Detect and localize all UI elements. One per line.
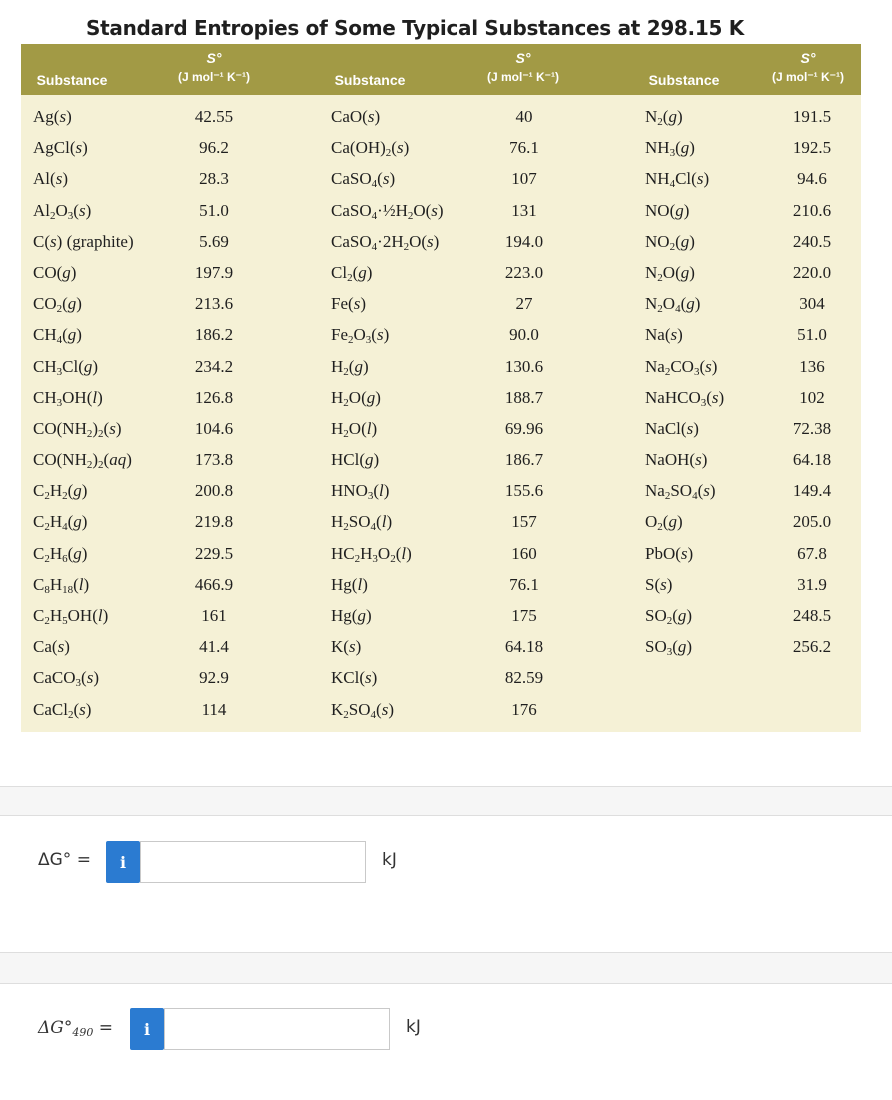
substance-cell: $N_2O_4(g)$	[645, 294, 701, 316]
header-entropy-symbol-3: S°	[800, 50, 816, 66]
substance-cell: CO(g)	[33, 262, 77, 282]
substance-column-1	[33, 101, 183, 725]
substance-cell: Fe(s)	[331, 294, 366, 314]
entropy-cell: 67.8	[797, 543, 827, 563]
substance-cell: $C_2H_5OH(l)$	[33, 606, 109, 627]
entropy-cell: 107	[511, 169, 537, 189]
entropy-cell: 197.9	[194, 262, 234, 282]
substance-cell: $CO(NH_2)_2(aq)$	[33, 450, 132, 472]
entropy-cell: 223.0	[504, 262, 544, 282]
substance-cell: $C_2H_4(g)$	[33, 512, 88, 534]
entropy-cell: 82.59	[504, 668, 544, 688]
entropy-cell: 205.0	[792, 512, 832, 532]
entropy-cell: 76.1	[509, 574, 539, 594]
header-substance-1: Substance	[36, 72, 108, 88]
substance-cell: $CH_4(g)$	[33, 325, 82, 347]
substance-cell: $O_2(g)$	[645, 512, 683, 534]
substance-cell: Ca(s)	[33, 637, 70, 657]
header-substance-3: Substance	[648, 72, 720, 88]
entropy-cell: 210.6	[792, 200, 832, 220]
substance-cell: Ag(s)	[33, 107, 72, 126]
substance-cell: $N_2O(g)$	[645, 262, 695, 284]
entropy-cell: 76.1	[509, 138, 539, 158]
entropy-cell: 5.69	[199, 231, 229, 251]
table-header	[21, 44, 861, 95]
header-entropy-symbol-2: S°	[515, 50, 531, 66]
entropy-cell: 114	[201, 699, 227, 719]
substance-cell: $SO_3(g)$	[645, 637, 693, 659]
info-icon[interactable]: i	[130, 1008, 164, 1050]
substance-cell: $Cl_2(g)$	[331, 262, 373, 284]
substance-cell: $SO_2(g)$	[645, 606, 693, 627]
substance-cell: $HNO_3(l)$	[331, 481, 390, 503]
substance-cell: $H_2(g)$	[331, 356, 369, 378]
entropy-cell: 192.5	[792, 138, 832, 158]
entropy-cell: 176	[511, 699, 537, 719]
substance-cell: $NO_2(g)$	[645, 231, 695, 253]
substance-cell: $CH_3Cl(g)$	[33, 356, 99, 378]
entropy-cell: 157	[511, 512, 537, 532]
substance-cell: $H_2O(l)$	[331, 418, 378, 440]
entropy-cell: 64.18	[504, 637, 544, 657]
entropy-cell: 27	[515, 294, 533, 314]
substance-cell: $C_2H_6(g)$	[33, 543, 88, 565]
entropy-cell: 51.0	[199, 200, 229, 220]
entropy-column-3	[769, 101, 855, 662]
entropy-cell: 248.5	[792, 606, 832, 625]
entropy-cell: 155.6	[504, 481, 544, 501]
header-unit-1: (J mol⁻¹ K⁻¹)	[178, 70, 250, 84]
entropy-cell: 175	[511, 606, 537, 625]
entropy-cell: 194.0	[504, 231, 544, 251]
section-gap	[0, 787, 892, 815]
question-2	[0, 984, 892, 1100]
entropy-column-2	[481, 101, 567, 725]
substance-cell: $Ca(OH)_2(s)$	[331, 138, 410, 160]
entropy-table	[21, 44, 861, 732]
substance-cell: $CaSO_4\cdot 2H_2O(s)$	[331, 231, 440, 253]
substance-cell: $CH_3OH(l)$	[33, 387, 103, 409]
substance-cell: C(s) (graphite)	[33, 231, 134, 251]
delta-g-490-input[interactable]	[164, 1008, 390, 1050]
substance-cell: NaOH(s)	[645, 450, 708, 470]
entropy-cell: 90.0	[509, 325, 539, 345]
entropy-cell: 136	[799, 356, 825, 376]
substance-column-3	[645, 101, 785, 662]
entropy-cell: 186.2	[194, 325, 234, 345]
entropy-column-1	[171, 101, 257, 725]
entropy-cell: 131	[511, 200, 537, 220]
entropy-cell: 69.96	[504, 418, 544, 438]
entropy-cell: 51.0	[797, 325, 827, 345]
substance-cell: NaHCO$_3$(s)	[645, 387, 725, 409]
entropy-cell: 94.6	[797, 169, 827, 189]
substance-cell: CaO(s)	[331, 107, 381, 126]
substance-cell: $H_2O(g)$	[331, 387, 381, 409]
substance-cell: KCl(s)	[331, 668, 378, 688]
substance-cell: $N_2(g)$	[645, 107, 683, 128]
entropy-cell: 104.6	[194, 418, 234, 438]
substance-cell: NaCl(s)	[645, 418, 699, 438]
entropy-cell: 72.38	[792, 418, 832, 438]
entropy-cell: 219.8	[194, 512, 234, 532]
entropy-cell: 41.4	[199, 637, 229, 657]
entropy-cell: 102	[799, 387, 825, 407]
substance-cell: $C_8H_{18}(l)$	[33, 574, 90, 596]
unit-kj-label: kJ	[382, 850, 397, 870]
table-title: Standard Entropies of Some Typical Substances at 298.15 K	[86, 16, 744, 40]
entropy-cell: 130.6	[504, 356, 544, 376]
substance-cell: CaCl$_2$(s)	[33, 699, 92, 721]
substance-cell: $CaSO_4\cdot\frac{1}{2}H_2O(s)$	[331, 200, 444, 222]
substance-cell: S(s)	[645, 574, 673, 594]
header-unit-3: (J mol⁻¹ K⁻¹)	[772, 70, 844, 84]
substance-cell: $NH_4Cl(s)$	[645, 169, 710, 191]
entropy-cell: 149.4	[792, 481, 832, 501]
entropy-cell: 234.2	[194, 356, 234, 376]
entropy-cell: 160	[511, 543, 537, 563]
substance-cell: HCl(g)	[331, 450, 380, 470]
header-substance-2: Substance	[334, 72, 406, 88]
substance-cell: Hg(g)	[331, 606, 372, 625]
info-icon[interactable]: i	[106, 841, 140, 883]
substance-cell: $CO_2(g)$	[33, 294, 82, 316]
entropy-cell: 256.2	[792, 637, 832, 657]
entropy-cell: 96.2	[199, 138, 229, 158]
substance-cell: NO(g)	[645, 200, 690, 220]
entropy-cell: 28.3	[199, 169, 229, 189]
substance-cell: Hg(l)	[331, 574, 368, 594]
substance-column-2	[331, 101, 491, 725]
entropy-cell: 466.9	[194, 574, 234, 594]
substance-cell: $K_2SO_4(s)$	[331, 699, 394, 721]
entropy-cell: 42.55	[194, 107, 234, 126]
entropy-cell: 40	[515, 107, 533, 126]
substance-cell: $Na_2CO_3(s)$	[645, 356, 718, 378]
entropy-cell: 31.9	[797, 574, 827, 594]
substance-cell: AgCl(s)	[33, 138, 88, 158]
entropy-cell: 126.8	[194, 387, 234, 407]
entropy-cell: 186.7	[504, 450, 544, 470]
unit-kj-label: kJ	[406, 1017, 421, 1037]
substance-cell: Na(s)	[645, 325, 683, 345]
substance-cell: CaCO$_3$(s)	[33, 668, 99, 690]
substance-cell: $H_2SO_4(l)$	[331, 512, 393, 534]
substance-cell: $Fe_2O_3(s)$	[331, 325, 390, 347]
entropy-cell: 213.6	[194, 294, 234, 314]
substance-cell: $HC_2H_3O_2(l)$	[331, 543, 412, 565]
entropy-cell: 304	[799, 294, 825, 314]
entropy-cell: 240.5	[792, 231, 832, 251]
entropy-cell: 229.5	[194, 543, 234, 563]
substance-cell: $NH_3(g)$	[645, 138, 695, 160]
header-unit-2: (J mol⁻¹ K⁻¹)	[487, 70, 559, 84]
entropy-cell: 161	[201, 606, 227, 625]
substance-cell: $CO(NH_2)_2(s)$	[33, 418, 122, 440]
substance-cell: $C_2H_2(g)$	[33, 481, 88, 503]
substance-cell: $Al_2O_3(s)$	[33, 200, 92, 222]
entropy-cell: 92.9	[199, 668, 229, 688]
delta-g-standard-label: ΔG° =	[38, 850, 91, 870]
entropy-cell: 191.5	[792, 107, 832, 126]
question-1	[0, 816, 892, 952]
entropy-cell: 200.8	[194, 481, 234, 501]
section-gap	[0, 953, 892, 983]
substance-cell: $Na_2SO_4(s)$	[645, 481, 716, 503]
substance-cell: Al(s)	[33, 169, 68, 189]
entropy-cell: 173.8	[194, 450, 234, 470]
substance-cell: CaSO$_4$(s)	[331, 169, 396, 191]
entropy-cell: 220.0	[792, 262, 832, 282]
entropy-cell: 64.18	[792, 450, 832, 470]
substance-cell: PbO(s)	[645, 543, 694, 563]
delta-g-standard-input[interactable]	[140, 841, 366, 883]
delta-g-490-label: $\Delta G^\circ_{490}$ =	[38, 1018, 114, 1039]
substance-cell: K(s)	[331, 637, 362, 657]
header-entropy-symbol-1: S°	[206, 50, 222, 66]
entropy-cell: 188.7	[504, 387, 544, 407]
